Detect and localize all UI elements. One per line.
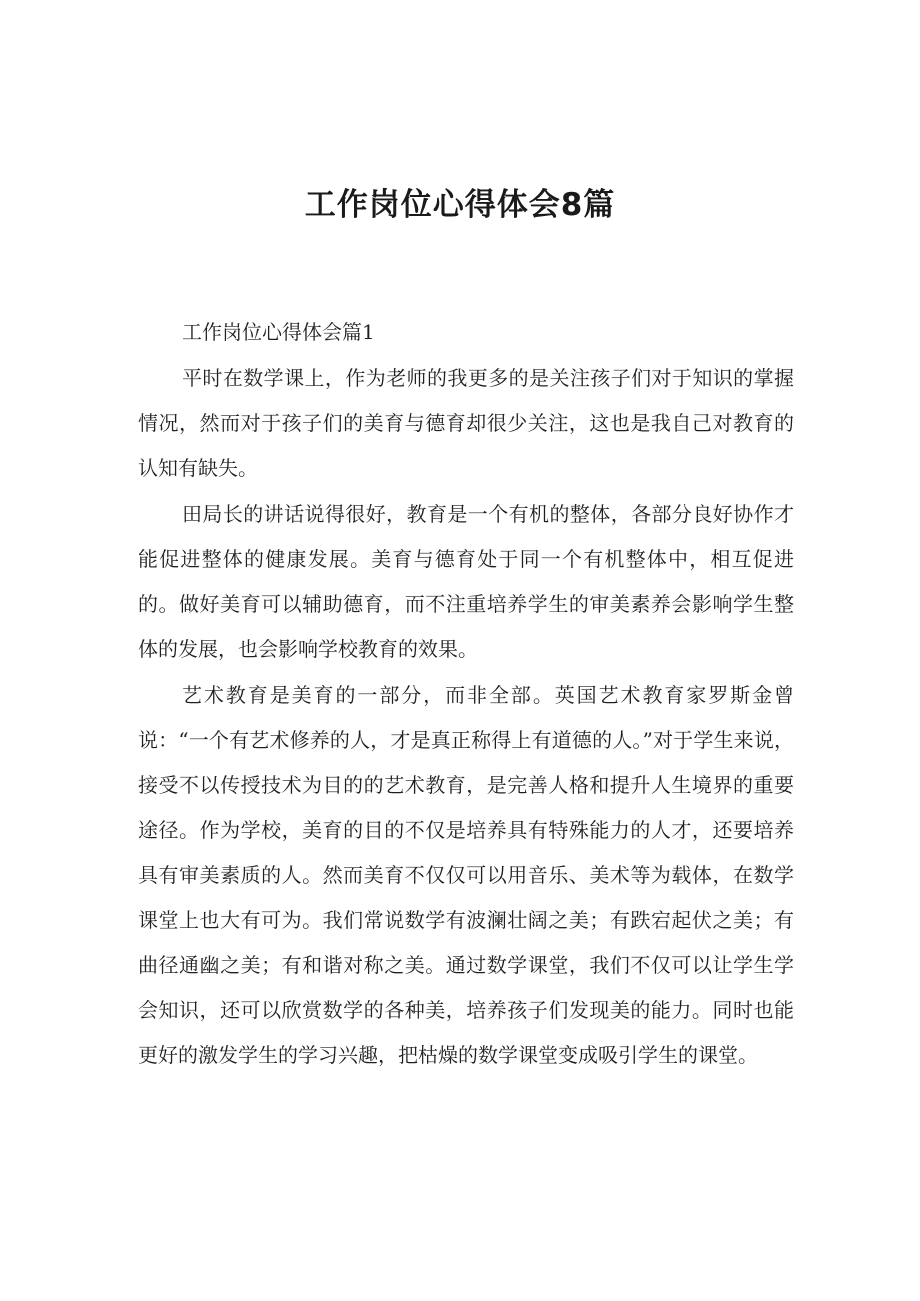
document-body: [138, 310, 794, 1079]
document-title: 工作岗位心得体会8篇: [304, 186, 616, 223]
paragraph-2: 田局长的讲话说得很好，教育是一个有机的整体，各部分良好协作才能促进整体的健康发展。美育与德育处于同一个有机整体中，相互促进的。做好美育可以辅助德育，而不注重培养学生的审美素养会影响学生整体的发展，也会影响学校教育的效果。: [138, 502, 794, 661]
section-heading: 工作岗位心得体会篇1: [182, 320, 375, 344]
paragraph-1: 平时在数学课上，作为老师的我更多的是关注孩子们对于知识的掌握情况，然而对于孩子们的美育与德育却很少关注，这也是我自己对教育的认知有缺失。: [138, 366, 794, 480]
paragraph-3: 艺术教育是美育的一部分，而非全部。英国艺术教育家罗斯金曾说：“一个有艺术修养的人，才是真正称得上有道德的人。”对于学生来说，接受不以传授技术为目的的艺术教育，是完善人格和提升人生境界的重要途径。作为学校，美育的目的不仅是培养具有特殊能力的人才，还要培养具有审美素质的人。然而美育不仅仅可以用音乐、美术等为载体，在数学课堂上也大有可为。我们常说数学有波澜壮阔之美；有跌宕起伏之美；有曲径通幽之美；有和谐对称之美。通过数学课堂，我们不仅可以让学生学会知识，还可以欣赏数学的各种美，培养孩子们发现美的能力。同时也能更好的激发学生的学习兴趣，把枯燥的数学课堂变成吸引学生的课堂。: [138, 683, 794, 1067]
